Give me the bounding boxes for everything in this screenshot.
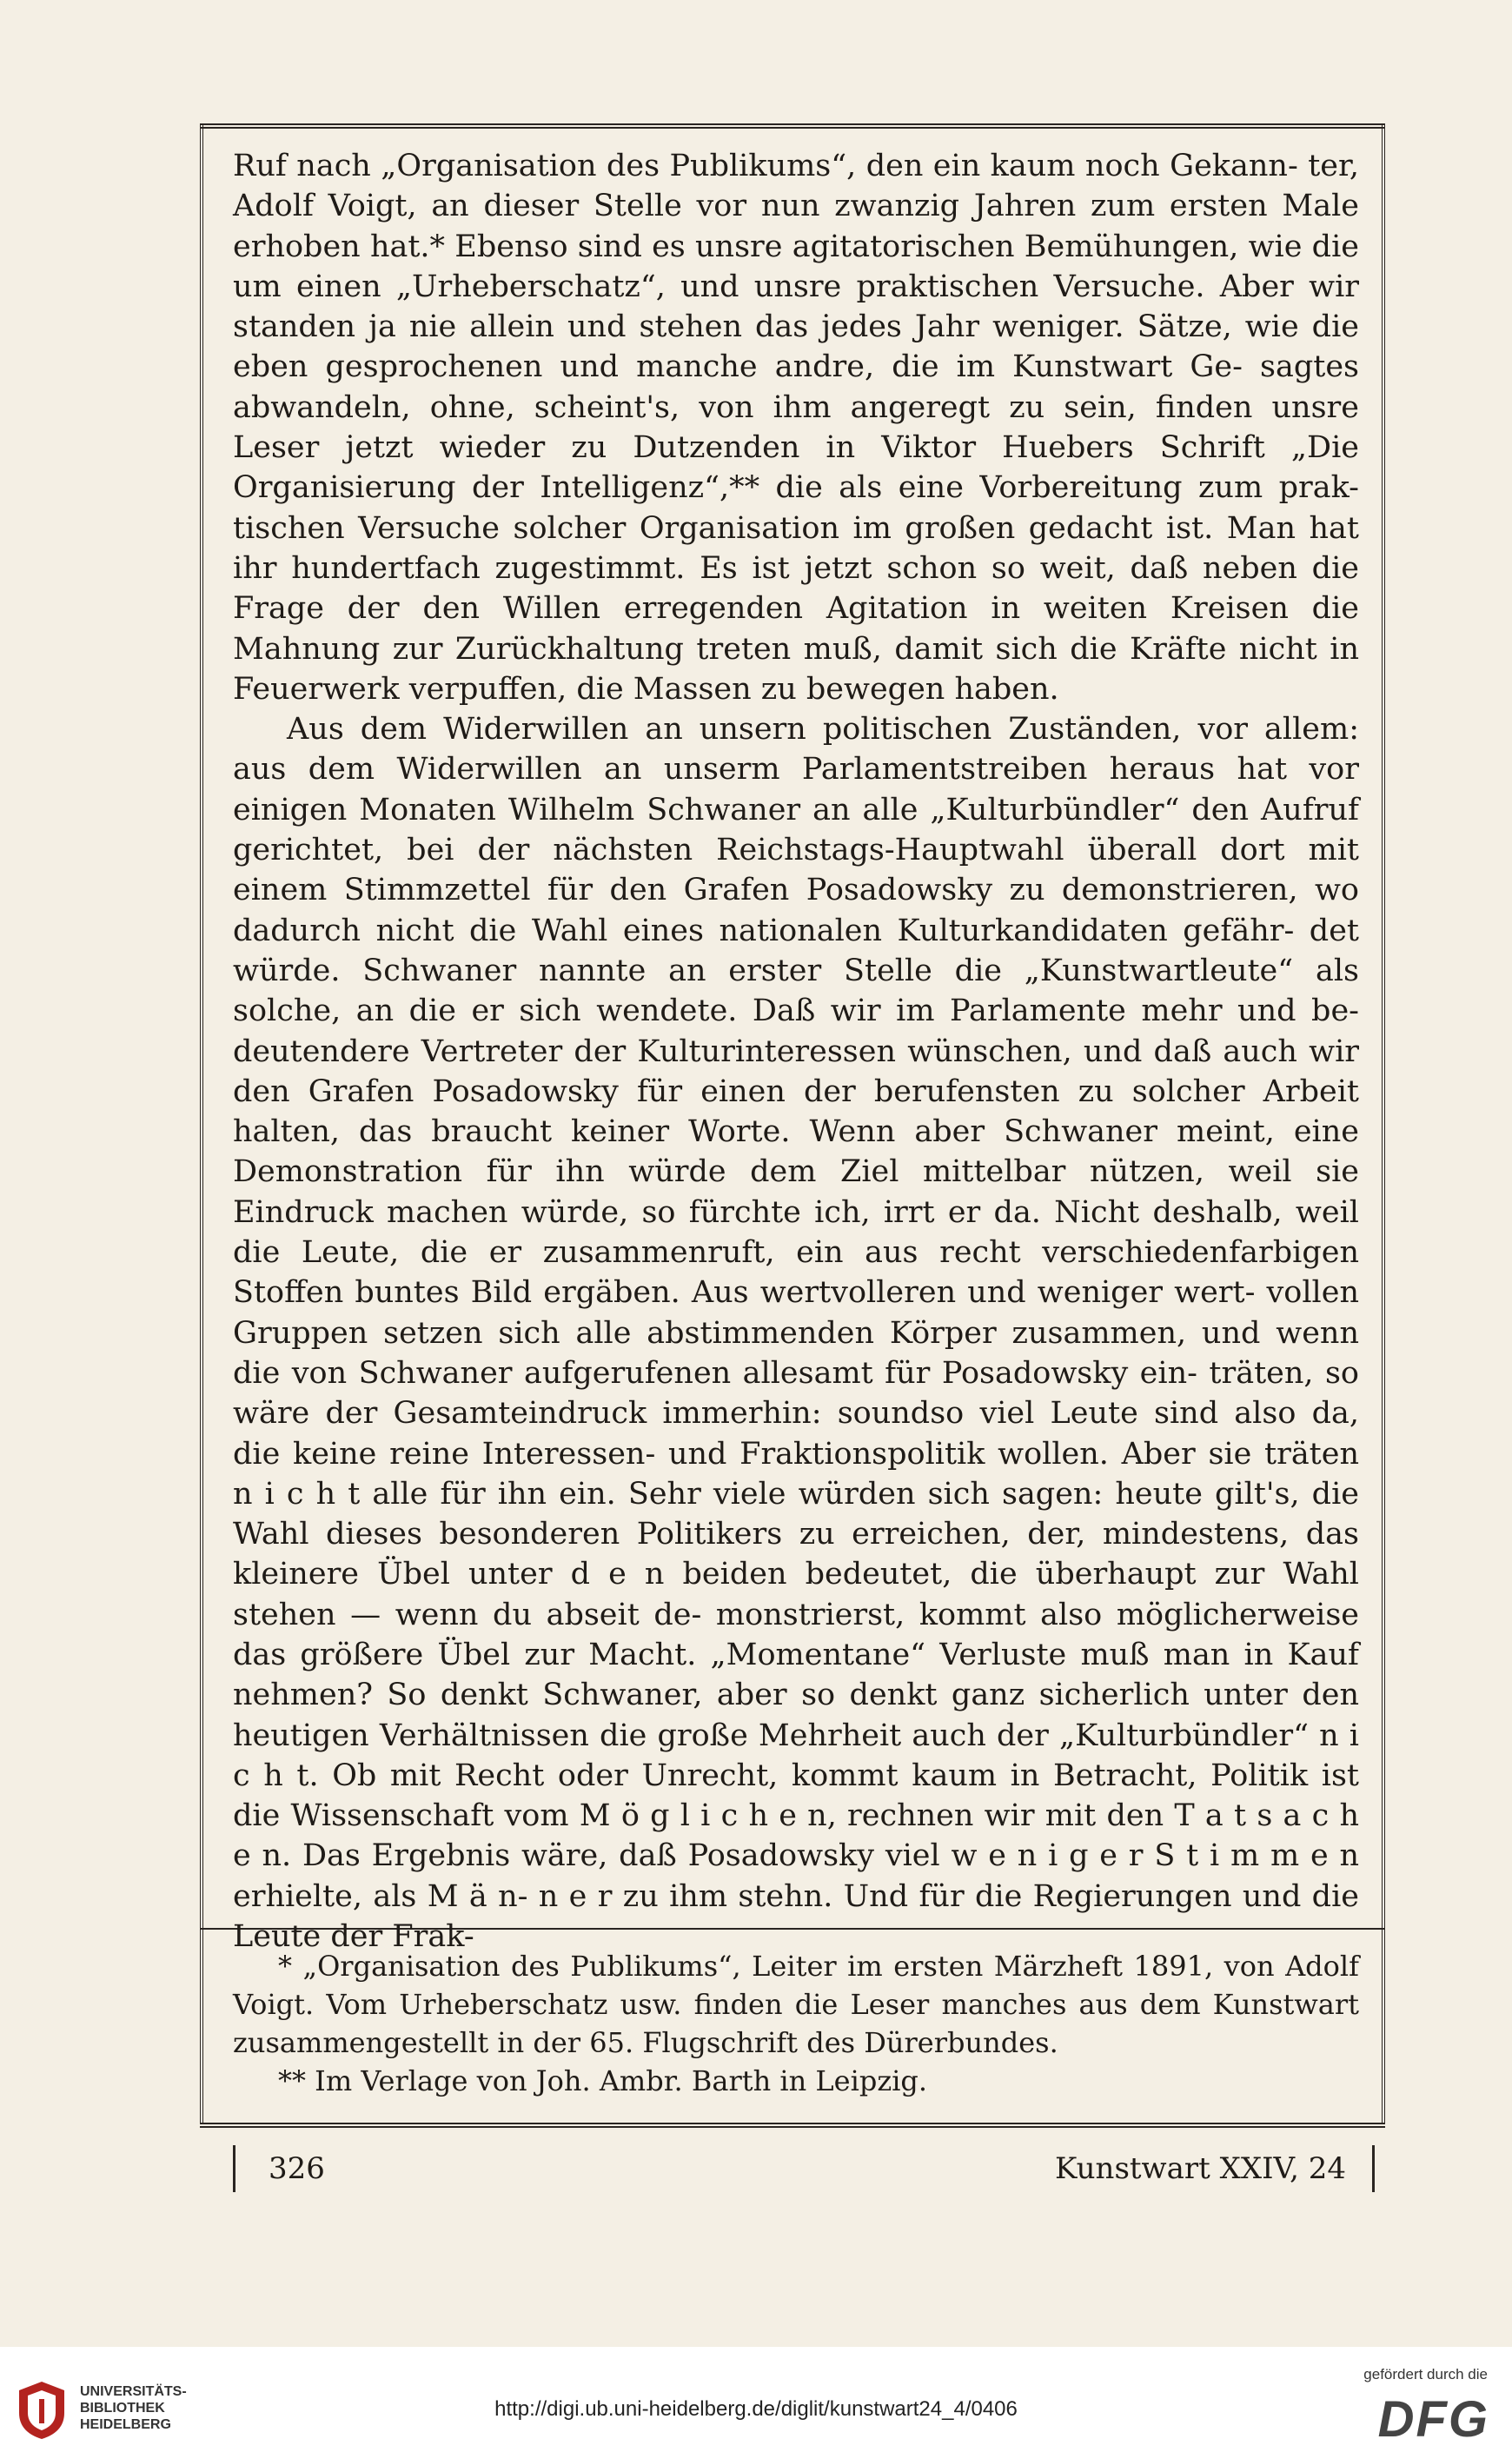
dfg-logo: DFG — [1377, 2391, 1489, 2448]
page-footer — [233, 2145, 1375, 2192]
paragraph-1: Ruf nach „Organisation des Publikums“, den ein kaum noch Gekann- ter, Adolf Voigt, an dieser Stelle vor nun zwanzig Jahren zum ersten Male erhoben hat.* Ebenso sind es unsre agitatorischen Bemühungen, wie die um einen „Urheberschatz“, und unsre praktischen Versuche. Aber wir standen ja nie allein und stehen das jedes Jahr weniger. Sätze, wie die eben gesprochenen und manche andre, die im Kunstwart Ge- sagtes abwandeln, ohne, scheint's, von ihm angeregt zu sein, finden unsre Leser jetzt wieder zu Dutzenden in Viktor Huebers Schrift „Die Organisierung der Intelligenz“,** die als eine Vorbereitung zum prak- tischen Versuche solcher Organisation im großen gedacht ist. Man hat ihr hundertfach zugestimmt. Es ist jetzt schon so weit, daß neben die Frage der den Willen erregenden Agitation in weiten Kreisen die Mahnung zur Zurückhaltung treten muß, damit sich die Kräfte nicht in Feuerwerk verpuffen, die Massen zu bewegen haben. — [233, 149, 1359, 707]
institution-line: HEIDELBERG — [80, 2417, 171, 2432]
footnotes — [233, 1947, 1359, 2100]
journal-issue: Kunstwart XXIV, 24 — [1055, 2151, 1346, 2186]
top-rule — [200, 123, 1385, 129]
article-body — [233, 146, 1359, 1957]
paragraph-2: Aus dem Widerwillen an unsern politischen Zuständen, vor allem: aus dem Widerwillen an unserm Parlamentstreiben heraus hat vor einigen Monaten Wilhelm Schwaner an alle „Kulturbündler“ den Aufruf gerichtet, bei der nächsten Reichstags-Hauptwahl überall dort mit einem Stimmzettel für den Grafen Posadowsky zu demonstrieren, wo dadurch nicht die Wahl eines nationalen Kulturkandidaten gefähr- det würde. Schwaner nannte an erster Stelle die „Kunstwartleute“ als solche, an die er sich wendete. Daß wir im Parlamente mehr und be- deutendere Vertreter der Kulturinteressen wünschen, und daß auch wir den Grafen Posadowsky für einen der berufensten zu solcher Arbeit halten, das braucht keiner Worte. Wenn aber Schwaner meint, eine Demonstration für ihn würde dem Ziel mittelbar nützen, weil sie Eindruck machen würde, so fürchte ich, irrt er da. Nicht deshalb, weil die Leute, die er zusammenruft, ein aus recht verschiedenfarbigen Stoffen buntes Bild ergäben. Aus wertvolleren und weniger wert- vollen Gruppen setzen sich alle abstimmenden Körper zusammen, und wenn die von Schwaner aufgerufenen allesamt für Posadowsky ein- träten, so wäre der Gesamteindruck immerhin: soundso viel Leute sind also da, die keine reine Interessen- und Fraktionspolitik wollen. Aber sie träten n i c h t alle für ihn ein. Sehr viele würden sich sagen: heute gilt's, die Wahl dieses besonderen Politikers zu erreichen, der, mindestens, das kleinere Übel unter d e n beiden bedeutet, die überhaupt zur Wahl stehen — wenn du abseit de- monstrierst, kommt also möglicherweise das größere Übel zur Macht. „Momentane“ Verluste muß man in Kauf nehmen? So denkt Schwaner, aber so denkt ganz sicherlich unter den heutigen Verhältnissen die große Mehrheit auch der „Kulturbündler“ n i c h t. Ob mit Recht oder Unrecht, kommt kaum in Betracht, Politik ist die Wissenschaft vom M ö g l i c h e n, rechnen wir mit den T a t s a c h e n. Das Ergebnis wäre, daß Posadowsky viel w e n i g e r S t i m m e n erhielte, als M ä n- n e r zu ihm stehn. Und für die Regierungen und die Leute der Frak- — [233, 712, 1359, 1955]
footnote-2: ** Im Verlage von Joh. Ambr. Barth in Leipzig. — [278, 2064, 928, 2097]
source-url-link[interactable]: http://digi.ub.uni-heidelberg.de/diglit/kunstwart24_4/0406 — [494, 2397, 1018, 2421]
bottom-rule — [200, 2123, 1385, 2128]
page-number: 326 — [269, 2151, 325, 2186]
footnote-1: * „Organisation des Publikums“, Leiter im ersten Märzheft 1891, von Adolf Voigt. Vom Urheberschatz usw. finden die Leser manches aus dem Kunstwart zusammengestellt in der 65. Flugschrift des Dürerbundes. — [233, 1950, 1359, 2059]
sponsor-note: gefördert durch die — [1363, 2366, 1488, 2383]
institution-line: UNIVERSITÄTS- — [80, 2384, 187, 2399]
digitization-bar — [0, 2347, 1512, 2459]
institution-line: BIBLIOTHEK — [80, 2401, 165, 2416]
